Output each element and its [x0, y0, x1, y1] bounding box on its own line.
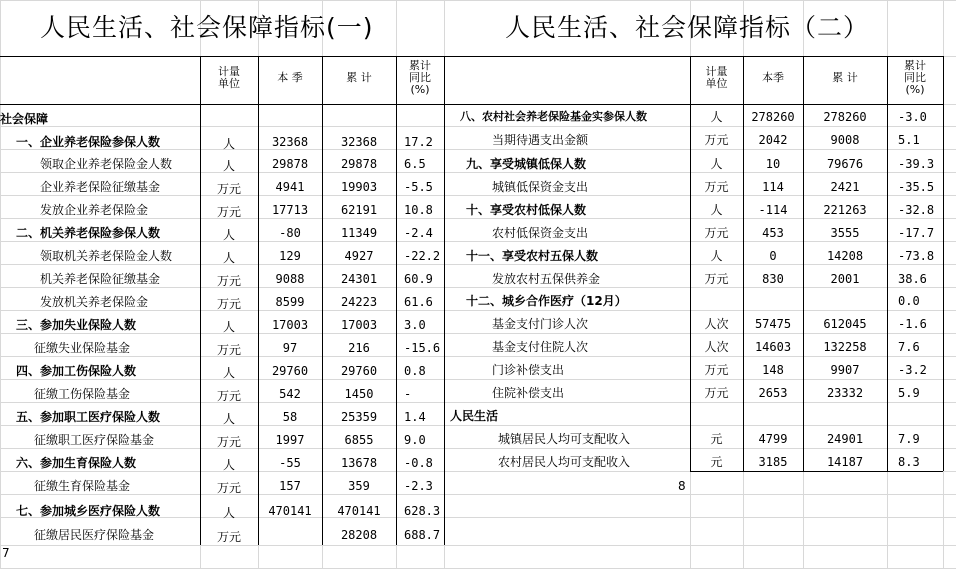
- row-current: 453: [762, 226, 784, 240]
- row-current: 8599: [275, 295, 305, 309]
- row-label: 住院补偿支出: [492, 386, 565, 400]
- row-current: 32368: [271, 135, 309, 149]
- row-yoy: -3.2: [898, 363, 927, 377]
- row-cumulative: 32368: [340, 135, 378, 149]
- row-cumulative: 221263: [823, 203, 867, 217]
- row-current: 114: [762, 180, 784, 194]
- row-label: 农村居民人均可支配收入: [498, 455, 631, 469]
- gridline: [0, 448, 956, 449]
- row-yoy: 8.3: [898, 455, 920, 469]
- row-current: 14603: [754, 340, 792, 354]
- row-unit: 人次: [704, 317, 729, 331]
- row-label: 人民生活: [450, 409, 499, 423]
- table-border: [690, 471, 943, 472]
- row-label: 门诊补偿支出: [492, 363, 565, 377]
- row-unit: 人: [710, 203, 723, 217]
- row-cumulative: 28208: [340, 528, 378, 542]
- row-unit: 万元: [216, 481, 241, 495]
- row-unit: 万元: [216, 343, 241, 357]
- row-cumulative: 4927: [344, 249, 374, 263]
- row-cumulative: 612045: [823, 317, 867, 331]
- row-yoy: 7.9: [898, 432, 920, 446]
- row-current: 4941: [275, 180, 305, 194]
- row-label: 征缴职工医疗保险基金: [34, 433, 155, 447]
- row-unit: 万元: [704, 363, 729, 377]
- row-label: 基金支付门诊人次: [492, 317, 589, 331]
- row-yoy: -3.0: [898, 110, 927, 124]
- row-unit: 万元: [704, 133, 729, 147]
- row-unit: 万元: [216, 389, 241, 403]
- row-cumulative: 359: [348, 479, 370, 493]
- row-label: 企业养老保险征缴基金: [40, 180, 161, 194]
- row-label: 发放农村五保供养金: [492, 272, 601, 286]
- row-cumulative: 132258: [823, 340, 867, 354]
- gridline: [0, 425, 956, 426]
- row-current: 29878: [271, 157, 309, 171]
- row-current: 97: [282, 341, 298, 355]
- gridline: [0, 264, 956, 265]
- table-border: [943, 56, 944, 471]
- row-unit: 万元: [704, 226, 729, 240]
- row-label: 十、享受农村低保人数: [466, 203, 587, 217]
- row-unit: 人: [222, 366, 235, 380]
- row-current: -114: [758, 203, 788, 217]
- row-unit: 元: [710, 432, 723, 446]
- gridline: [0, 333, 956, 334]
- row-current: 17003: [271, 318, 309, 332]
- row-unit: 万元: [216, 435, 241, 449]
- row-current: 17713: [271, 203, 309, 217]
- row-yoy: -2.3: [404, 479, 433, 493]
- row-cumulative: 79676: [826, 157, 864, 171]
- row-yoy: 38.6: [898, 272, 927, 286]
- row-unit: 人: [222, 137, 235, 151]
- row-cumulative: 470141: [337, 504, 381, 518]
- row-unit: 人: [222, 506, 235, 520]
- row-label: 机关养老保险征缴基金: [40, 272, 161, 286]
- row-current: 29760: [271, 364, 309, 378]
- title-left: 人民生活、社会保障指标(一): [40, 13, 374, 42]
- row-yoy: 7.6: [898, 340, 920, 354]
- row-yoy: 3.0: [404, 318, 426, 332]
- row-unit: 万元: [704, 272, 729, 286]
- header-yoy-left: 累计 同比 (%): [409, 59, 431, 96]
- header-unit-right: 计量 单位: [705, 65, 728, 90]
- row-yoy: -17.7: [898, 226, 935, 240]
- row-label: 社会保障: [0, 112, 49, 126]
- gridline: [0, 545, 956, 546]
- row-label: 一、企业养老保险参保人数: [16, 135, 161, 149]
- row-cumulative: 14208: [826, 249, 864, 263]
- row-label: 八、农村社会养老保险基金实参保人数: [460, 110, 647, 123]
- row-unit: 人: [222, 412, 235, 426]
- row-cumulative: 216: [348, 341, 370, 355]
- gridline: [0, 149, 956, 150]
- row-yoy: 6.5: [404, 157, 426, 171]
- header-yoy-right: 累计 同比 (%): [904, 59, 926, 96]
- row-cumulative: 6855: [344, 433, 374, 447]
- row-current: 830: [762, 272, 784, 286]
- row-unit: 万元: [216, 182, 241, 196]
- row-cumulative: 13678: [340, 456, 378, 470]
- row-label: 征缴居民医疗保险基金: [34, 528, 155, 542]
- gridline: [0, 0, 956, 1]
- row-current: 58: [282, 410, 298, 424]
- row-cumulative: 9907: [830, 363, 860, 377]
- row-label: 城镇低保资金支出: [492, 180, 589, 194]
- row-label: 九、享受城镇低保人数: [466, 157, 587, 171]
- row-yoy: -15.6: [404, 341, 441, 355]
- row-unit: 万元: [216, 297, 241, 311]
- table-border: [444, 104, 943, 105]
- row-cumulative: 25359: [340, 410, 378, 424]
- row-cumulative: 278260: [823, 110, 867, 124]
- gridline: [0, 310, 956, 311]
- row-current: 542: [279, 387, 301, 401]
- row-yoy: 0.0: [898, 294, 920, 308]
- row-cumulative: 24223: [340, 295, 378, 309]
- row-cumulative: 29878: [340, 157, 378, 171]
- row-cumulative: 19903: [340, 180, 378, 194]
- row-cumulative: 24901: [826, 432, 864, 446]
- row-yoy: 17.2: [404, 135, 433, 149]
- row-current: 4799: [758, 432, 788, 446]
- row-cumulative: 17003: [340, 318, 378, 332]
- row-cumulative: 2001: [830, 272, 860, 286]
- row-yoy: -32.8: [898, 203, 935, 217]
- row-label: 三、参加失业保险人数: [16, 318, 137, 332]
- row-unit: 人: [710, 110, 723, 124]
- row-cumulative: 24301: [340, 272, 378, 286]
- row-yoy: 5.9: [898, 386, 920, 400]
- row-unit: 人: [710, 249, 723, 263]
- row-label: 征缴工伤保险基金: [34, 387, 131, 401]
- gridline: [0, 172, 956, 173]
- row-label: 农村低保资金支出: [492, 226, 589, 240]
- gridline: [0, 494, 956, 495]
- row-current: 148: [762, 363, 784, 377]
- row-cumulative: 62191: [340, 203, 378, 217]
- row-yoy: 0.8: [404, 364, 426, 378]
- row-unit: 元: [710, 455, 723, 469]
- row-current: 9088: [275, 272, 305, 286]
- row-yoy: 9.0: [404, 433, 426, 447]
- row-cumulative: 29760: [340, 364, 378, 378]
- table-border: [0, 56, 444, 57]
- row-label: 领取企业养老保险金人数: [40, 157, 173, 171]
- row-current: 157: [279, 479, 301, 493]
- row-label: 征缴失业保险基金: [34, 341, 131, 355]
- gridline: [0, 241, 956, 242]
- row-label: 征缴生育保险基金: [34, 479, 131, 493]
- gridline: [0, 195, 956, 196]
- row-yoy: 60.9: [404, 272, 433, 286]
- row-label: 二、机关养老保险参保人数: [16, 226, 161, 240]
- row-label: 当期待遇支出金额: [492, 133, 589, 147]
- row-current: 10: [765, 157, 781, 171]
- row-yoy: -22.2: [404, 249, 441, 263]
- row-current: 0: [769, 249, 777, 263]
- row-label: 发放企业养老保险金: [40, 203, 149, 217]
- row-yoy: 5.1: [898, 133, 920, 147]
- table-border: [887, 56, 888, 471]
- row-label: 领取机关养老保险金人数: [40, 249, 173, 263]
- row-label: 发放机关养老保险金: [40, 295, 149, 309]
- row-yoy: 628.3: [404, 504, 441, 518]
- row-current: 278260: [751, 110, 795, 124]
- gridline: [0, 218, 956, 219]
- title-right: 人民生活、社会保障指标（二）: [505, 13, 870, 42]
- row-unit: 万元: [216, 205, 241, 219]
- table-border: [444, 56, 943, 57]
- row-unit: 人: [710, 157, 723, 171]
- row-label: 六、参加生育保险人数: [16, 456, 137, 470]
- row-unit: 万元: [216, 274, 241, 288]
- row-label: 城镇居民人均可支配收入: [498, 432, 631, 446]
- header-current-left: 本 季: [277, 71, 303, 84]
- row-unit: 人: [222, 228, 235, 242]
- header-unit-left: 计量 单位: [218, 65, 240, 90]
- row-current: 470141: [268, 504, 312, 518]
- row-unit: 万元: [704, 386, 729, 400]
- row-label: 四、参加工伤保险人数: [16, 364, 137, 378]
- row-unit: 万元: [216, 530, 241, 544]
- row-yoy: -39.3: [898, 157, 935, 171]
- row-yoy: -5.5: [404, 180, 433, 194]
- gridline: [0, 356, 956, 357]
- row-unit: 人: [222, 458, 235, 472]
- row-yoy: 10.8: [404, 203, 433, 217]
- row-current: 2042: [758, 133, 788, 147]
- row-unit: 万元: [704, 180, 729, 194]
- row-yoy: 61.6: [404, 295, 433, 309]
- row-cumulative: 1450: [344, 387, 374, 401]
- header-current-right: 本季: [762, 71, 784, 84]
- row-current: 2653: [758, 386, 788, 400]
- row-label: 七、参加城乡医疗保险人数: [16, 504, 161, 518]
- row-current: -80: [279, 226, 301, 240]
- row-unit: 人: [222, 320, 235, 334]
- row-label: 基金支付住院人次: [492, 340, 589, 354]
- row-label: 十二、城乡合作医疗（12月）: [466, 294, 627, 308]
- gridline: [0, 379, 956, 380]
- row-cumulative: 11349: [340, 226, 378, 240]
- row-current: 3185: [758, 455, 788, 469]
- row-yoy: -: [404, 387, 412, 401]
- row-unit: 人次: [704, 340, 729, 354]
- row-current: 1997: [275, 433, 305, 447]
- gridline: [0, 0, 1, 568]
- page-number-right: 8: [678, 479, 686, 493]
- row-cumulative: 3555: [830, 226, 860, 240]
- table-border: [444, 56, 445, 545]
- row-yoy: -35.5: [898, 180, 935, 194]
- row-cumulative: 9008: [830, 133, 860, 147]
- header-cumulative-left: 累 计: [346, 71, 372, 84]
- table-border: [396, 56, 397, 545]
- row-yoy: -73.8: [898, 249, 935, 263]
- row-unit: 人: [222, 159, 235, 173]
- row-cumulative: 2421: [830, 180, 860, 194]
- row-label: 五、参加职工医疗保险人数: [16, 410, 161, 424]
- row-current: -55: [279, 456, 301, 470]
- header-cumulative-right: 累 计: [832, 71, 858, 84]
- row-yoy: 1.4: [404, 410, 426, 424]
- row-unit: 人: [222, 251, 235, 265]
- gridline: [0, 126, 956, 127]
- gridline: [0, 402, 956, 403]
- row-yoy: 688.7: [404, 528, 441, 542]
- row-cumulative: 23332: [826, 386, 864, 400]
- row-yoy: -2.4: [404, 226, 433, 240]
- row-current: 57475: [754, 317, 792, 331]
- row-current: 129: [279, 249, 301, 263]
- row-label: 十一、享受农村五保人数: [466, 249, 599, 263]
- row-yoy: -0.8: [404, 456, 433, 470]
- table-border: [0, 104, 444, 105]
- row-cumulative: 14187: [826, 455, 864, 469]
- gridline: [0, 287, 956, 288]
- row-yoy: -1.6: [898, 317, 927, 331]
- page-number-left: 7: [2, 546, 10, 560]
